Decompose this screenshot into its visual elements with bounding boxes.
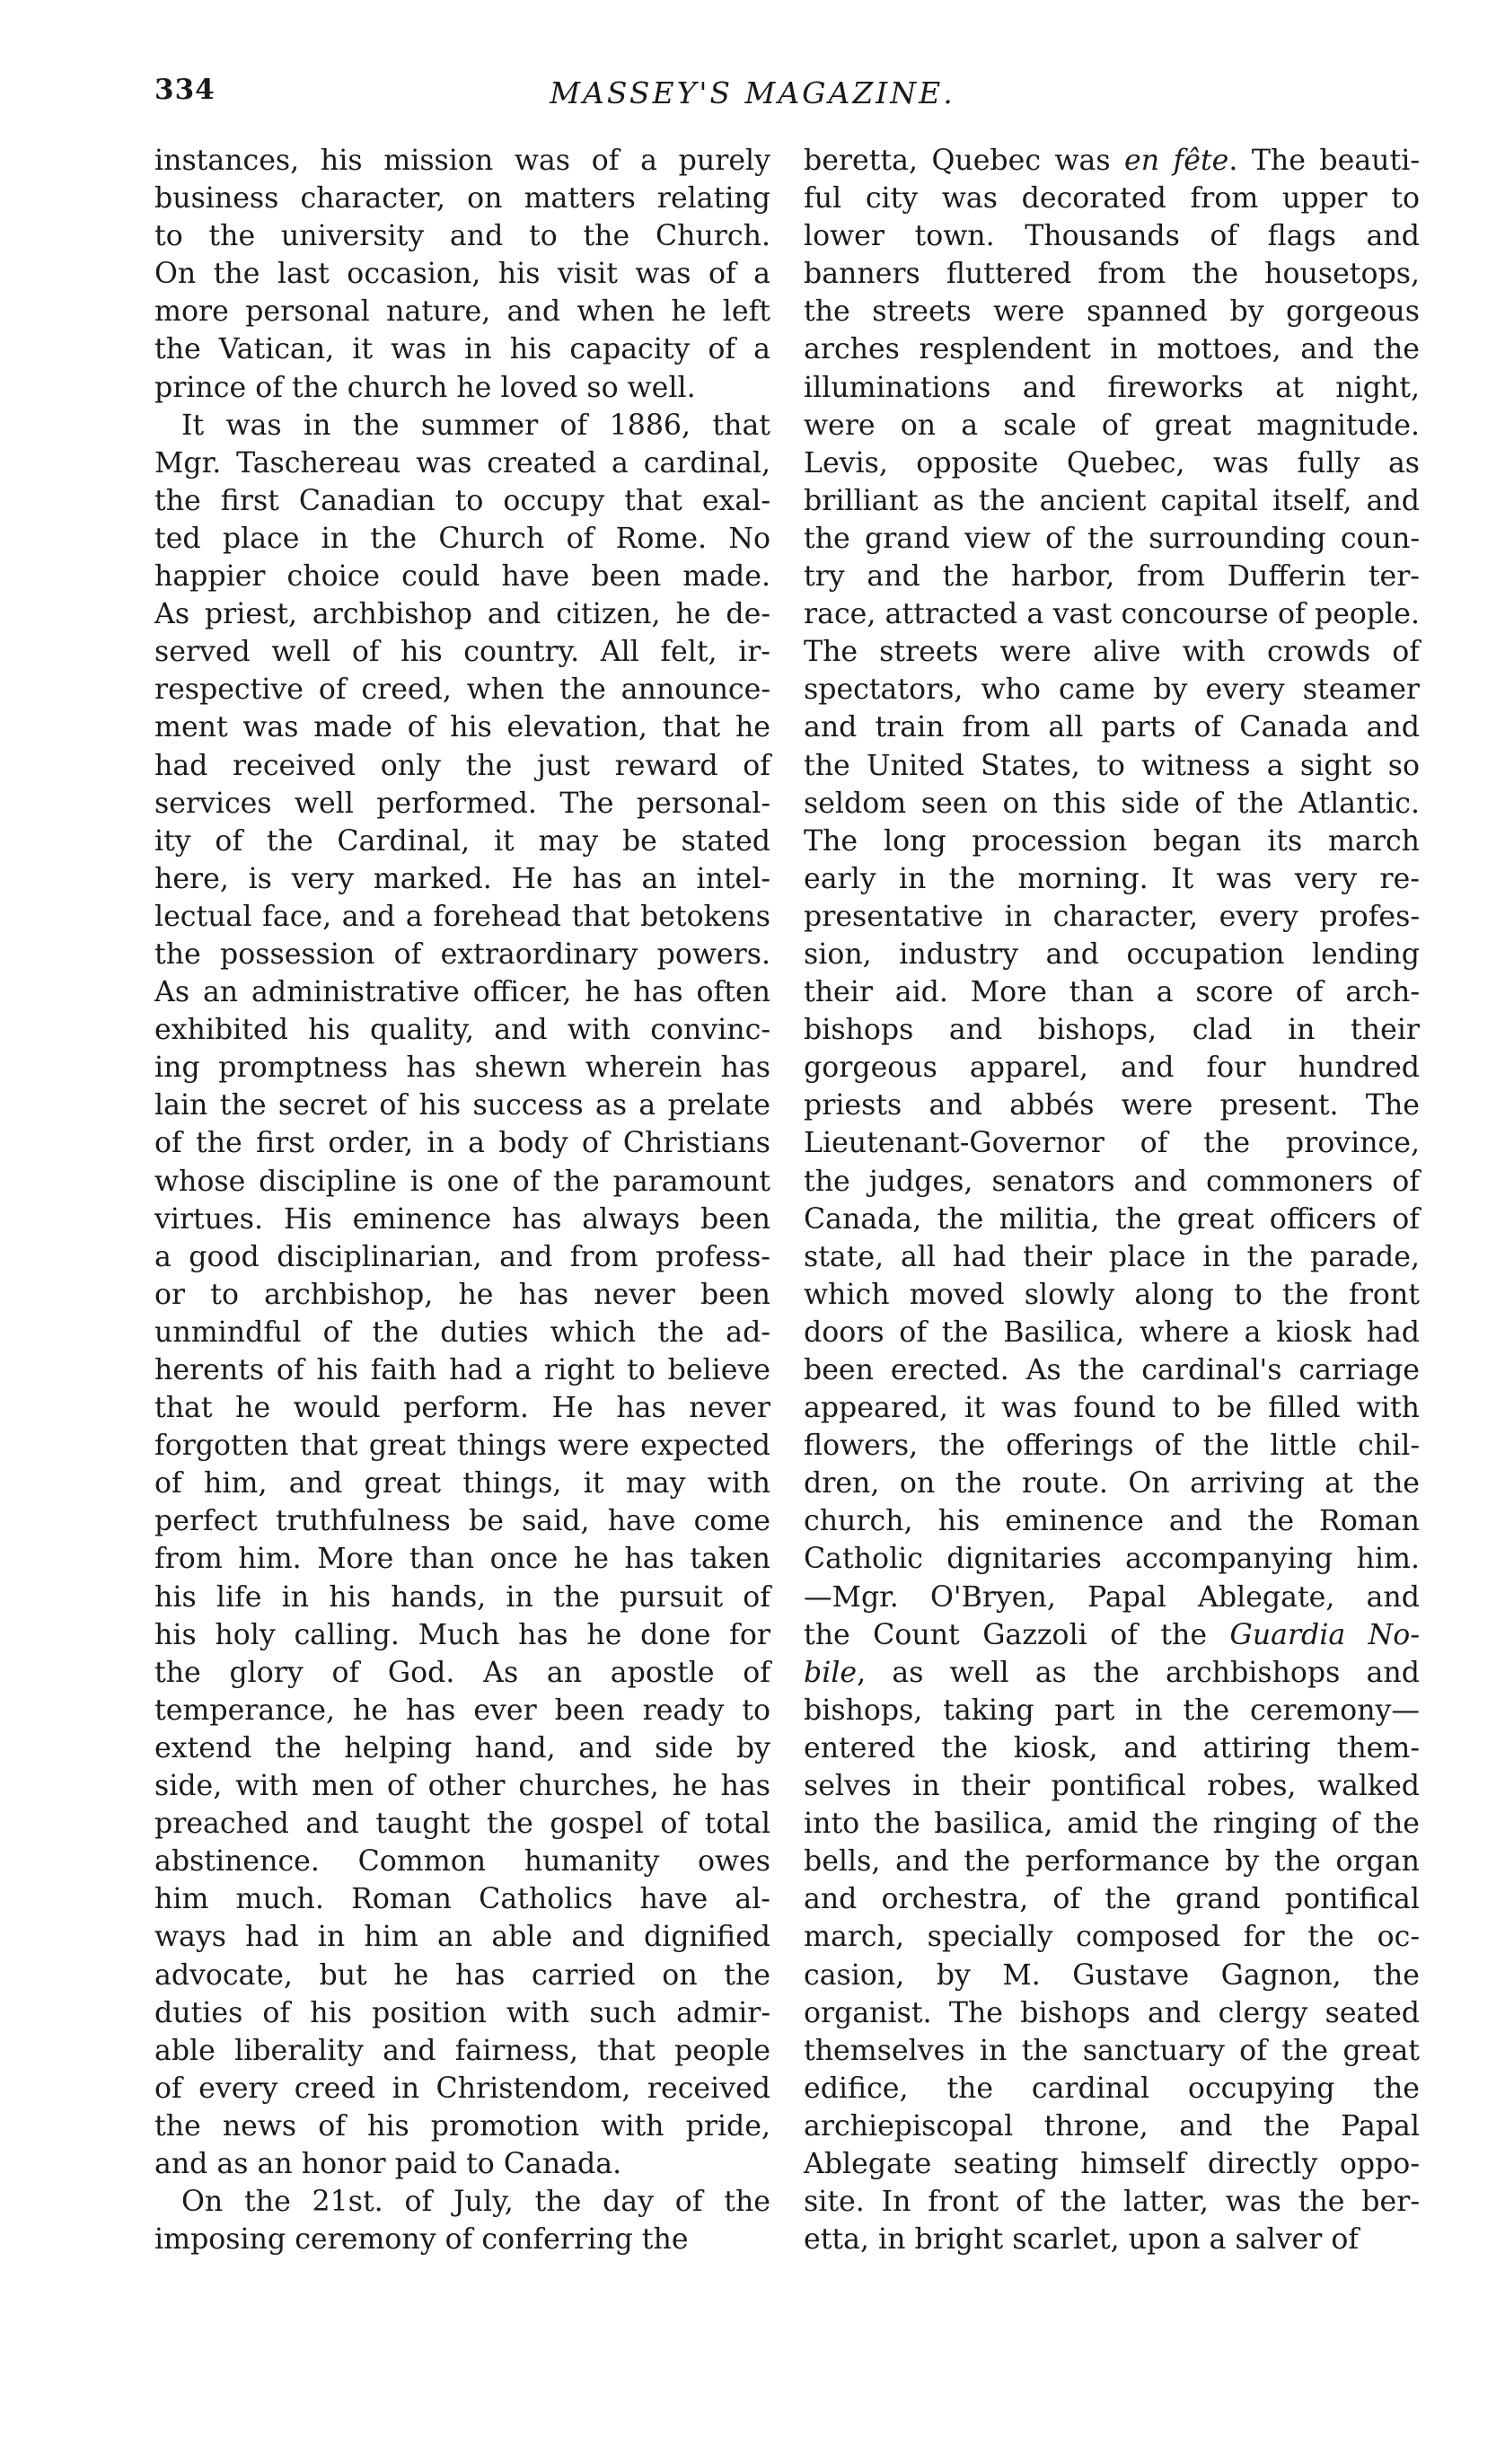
text-line: side, with men of other churches, he has <box>154 1770 770 1803</box>
text-line: state, all had their place in the parade, <box>804 1240 1420 1273</box>
text-line: site. In front of the latter, was the ber- <box>804 2186 1420 2219</box>
text-line: business character, on matters relating <box>154 182 770 216</box>
text-line: him much. Roman Catholics have al- <box>154 1883 770 1916</box>
text-line: bells, and the performance by the organ <box>804 1845 1420 1879</box>
text-line: The streets were alive with crowds of <box>804 636 1420 669</box>
text-line: lectual face, and a forehead that betokens <box>154 900 770 933</box>
text-line: advocate, but he has carried on the <box>154 1958 770 1992</box>
text-line: On the 21st. of July, the day of the <box>181 2186 770 2219</box>
text-line: presentative in character, every profes- <box>804 900 1420 933</box>
text-line: his holy calling. Much has he done for <box>154 1618 770 1651</box>
text-line: ted place in the Church of Rome. No <box>154 522 770 555</box>
text-line: their aid. More than a score of arch- <box>804 976 1420 1009</box>
text-line: the Count Gazzoli of the Guardia No- <box>804 1618 1420 1651</box>
text-line: of him, and great things, it may with <box>154 1467 770 1500</box>
text-line: ing promptness has shewn wherein has <box>154 1052 770 1085</box>
text-line: dren, on the route. On arriving at the <box>804 1467 1420 1500</box>
text-line: ful city was decorated from upper to <box>804 182 1420 216</box>
text-line: church, his eminence and the Roman <box>804 1505 1420 1538</box>
paragraph <box>804 142 1420 2258</box>
text-line: doors of the Basilica, where a kiosk had <box>804 1316 1420 1349</box>
text-line: casion, by M. Gustave Gagnon, the <box>804 1958 1420 1992</box>
text-line: extend the helping hand, and side by <box>154 1731 770 1764</box>
text-line: seldom seen on this side of the Atlantic. <box>804 787 1420 820</box>
text-line: illuminations and fireworks at night, <box>804 371 1420 404</box>
text-line: ity of the Cardinal, it may be stated <box>154 824 770 858</box>
text-line: ways had in him an able and dignified <box>154 1921 770 1954</box>
text-line: Levis, opposite Quebec, was fully as <box>804 446 1420 480</box>
text-line: As an administrative officer, he has often <box>154 976 770 1009</box>
text-line: the possession of extraordinary powers. <box>154 937 770 971</box>
text-line: try and the harbor, from Dufferin ter- <box>804 560 1420 594</box>
text-line: unmindful of the duties which the ad- <box>154 1316 770 1349</box>
text-line: from him. More than once he has taken <box>154 1543 770 1576</box>
text-line: early in the morning. It was very re- <box>804 862 1420 895</box>
text-line: themselves in the sanctuary of the great <box>804 2034 1420 2067</box>
text-line: the grand view of the surrounding coun- <box>804 522 1420 555</box>
text-line: able liberality and fairness, that people <box>154 2034 770 2067</box>
text-line: to the university and to the Church. <box>154 220 770 253</box>
text-line: herents of his faith had a right to believe <box>154 1354 770 1386</box>
text-line: the United States, to witness a sight so <box>804 749 1420 782</box>
text-line: and train from all parts of Canada and <box>804 711 1420 744</box>
text-line: It was in the summer of 1886, that <box>181 409 770 442</box>
text-line: organist. The bishops and clergy seated <box>804 1996 1420 2029</box>
text-line: banners fluttered from the housetops, <box>804 258 1420 291</box>
text-line: been erected. As the cardinal's carriage <box>804 1354 1420 1386</box>
text-line: and as an honor paid to Canada. <box>154 2147 622 2180</box>
text-line: priests and abbés were present. The <box>804 1089 1420 1122</box>
text-line: abstinence. Common humanity owes <box>154 1845 770 1879</box>
text-line: perfect truthfulness be said, have come <box>154 1505 770 1538</box>
text-line: entered the kiosk, and attiring them- <box>804 1731 1420 1764</box>
text-line: Lieutenant-Governor of the province, <box>804 1127 1420 1160</box>
text-line: served well of his country. All felt, ir- <box>154 636 770 669</box>
text-line: temperance, he has ever been ready to <box>154 1694 770 1727</box>
text-line: Ablegate seating himself directly oppo- <box>804 2147 1420 2180</box>
text-line: Canada, the militia, the great officers of <box>804 1202 1420 1236</box>
text-line: edifice, the cardinal occupying the <box>804 2072 1420 2105</box>
text-line: or to archbishop, he has never been <box>154 1278 770 1311</box>
text-line: gorgeous apparel, and four hundred <box>804 1052 1420 1085</box>
text-line: his life in his hands, in the pursuit of <box>154 1580 770 1614</box>
text-line: more personal nature, and when he left <box>154 295 770 329</box>
text-line: The long procession began its march <box>804 824 1420 858</box>
text-line: flowers, the offerings of the little chil- <box>804 1430 1420 1463</box>
text-line: had received only the just reward of <box>154 749 770 782</box>
text-line: the Vatican, it was in his capacity of a <box>154 333 770 366</box>
text-line: whose discipline is one of the paramount <box>154 1165 770 1198</box>
text-line: virtues. His eminence has always been <box>154 1202 770 1236</box>
text-line: forgotten that great things were expected <box>154 1430 770 1463</box>
text-line: Catholic dignitaries accompanying him. <box>804 1543 1420 1576</box>
page-header <box>0 0 1505 135</box>
text-line: lower town. Thousands of flags and <box>804 220 1420 253</box>
text-line: the news of his promotion with pride, <box>154 2109 770 2143</box>
text-line: march, specially composed for the oc- <box>804 1921 1420 1954</box>
text-line: which moved slowly along to the front <box>804 1278 1420 1311</box>
paragraph <box>154 2183 770 2258</box>
text-line: etta, in bright scarlet, upon a salver of <box>804 2223 1360 2257</box>
text-line: respective of creed, when the announce- <box>154 673 770 707</box>
text-line: On the last occasion, his visit was of a <box>154 258 770 291</box>
text-line: that he would perform. He has never <box>154 1392 770 1425</box>
text-line: preached and taught the gospel of total <box>154 1808 770 1841</box>
text-line: selves in their pontifical robes, walked <box>804 1770 1420 1803</box>
page-number: 334 <box>154 74 216 106</box>
text-line: prince of the church he loved so well. <box>154 371 696 404</box>
running-title: MASSEY'S MAGAZINE. <box>550 75 955 110</box>
text-line: of every creed in Christendom, received <box>154 2072 770 2105</box>
text-line: into the basilica, amid the ringing of the <box>804 1808 1420 1841</box>
text-line: —Mgr. O'Bryen, Papal Ablegate, and <box>804 1580 1420 1614</box>
text-line: Mgr. Taschereau was created a cardinal, <box>154 446 770 480</box>
text-line: duties of his position with such admir- <box>154 1996 770 2029</box>
text-line: the streets were spanned by gorgeous <box>804 295 1420 329</box>
text-line: the glory of God. As an apostle of <box>154 1656 770 1689</box>
text-line: instances, his mission was of a purely <box>154 145 770 177</box>
text-line: a good disciplinarian, and from profess- <box>154 1240 770 1273</box>
text-line: arches resplendent in mottoes, and the <box>804 333 1420 366</box>
paragraph <box>154 407 770 2183</box>
text-line: bile, as well as the archbishops and <box>804 1656 1420 1689</box>
text-line: the first Canadian to occupy that exal- <box>154 484 770 517</box>
text-line: race, attracted a vast concourse of people. <box>804 598 1420 631</box>
text-line: imposing ceremony of conferring the <box>154 2223 689 2257</box>
text-line: here, is very marked. He has an intel- <box>154 862 770 895</box>
text-line: and orchestra, of the grand pontifical <box>804 1883 1420 1916</box>
paragraph <box>154 142 770 407</box>
text-line: As priest, archbishop and citizen, he de- <box>154 598 770 631</box>
text-line: the judges, senators and commoners of <box>804 1165 1420 1198</box>
text-line: sion, industry and occupation lending <box>804 937 1420 971</box>
right-column <box>804 142 1420 2258</box>
left-column <box>154 142 770 2258</box>
text-line: exhibited his quality, and with convinc- <box>154 1014 770 1047</box>
text-line: bishops, taking part in the ceremony— <box>804 1694 1420 1727</box>
text-line: appeared, it was found to be filled with <box>804 1392 1420 1425</box>
text-line: beretta, Quebec was en fête. The beauti- <box>804 145 1421 177</box>
text-line: services well performed. The personal- <box>154 787 770 820</box>
text-line: archiepiscopal throne, and the Papal <box>804 2109 1420 2143</box>
text-line: happier choice could have been made. <box>154 560 770 594</box>
text-line: of the first order, in a body of Christians <box>154 1127 770 1160</box>
text-line: lain the secret of his success as a prelate <box>154 1089 770 1122</box>
text-line: bishops and bishops, clad in their <box>804 1014 1420 1047</box>
text-line: brilliant as the ancient capital itself, and <box>804 484 1420 517</box>
text-line: spectators, who came by every steamer <box>804 673 1420 707</box>
text-line: ment was made of his elevation, that he <box>154 711 770 744</box>
text-line: were on a scale of great magnitude. <box>804 409 1420 442</box>
